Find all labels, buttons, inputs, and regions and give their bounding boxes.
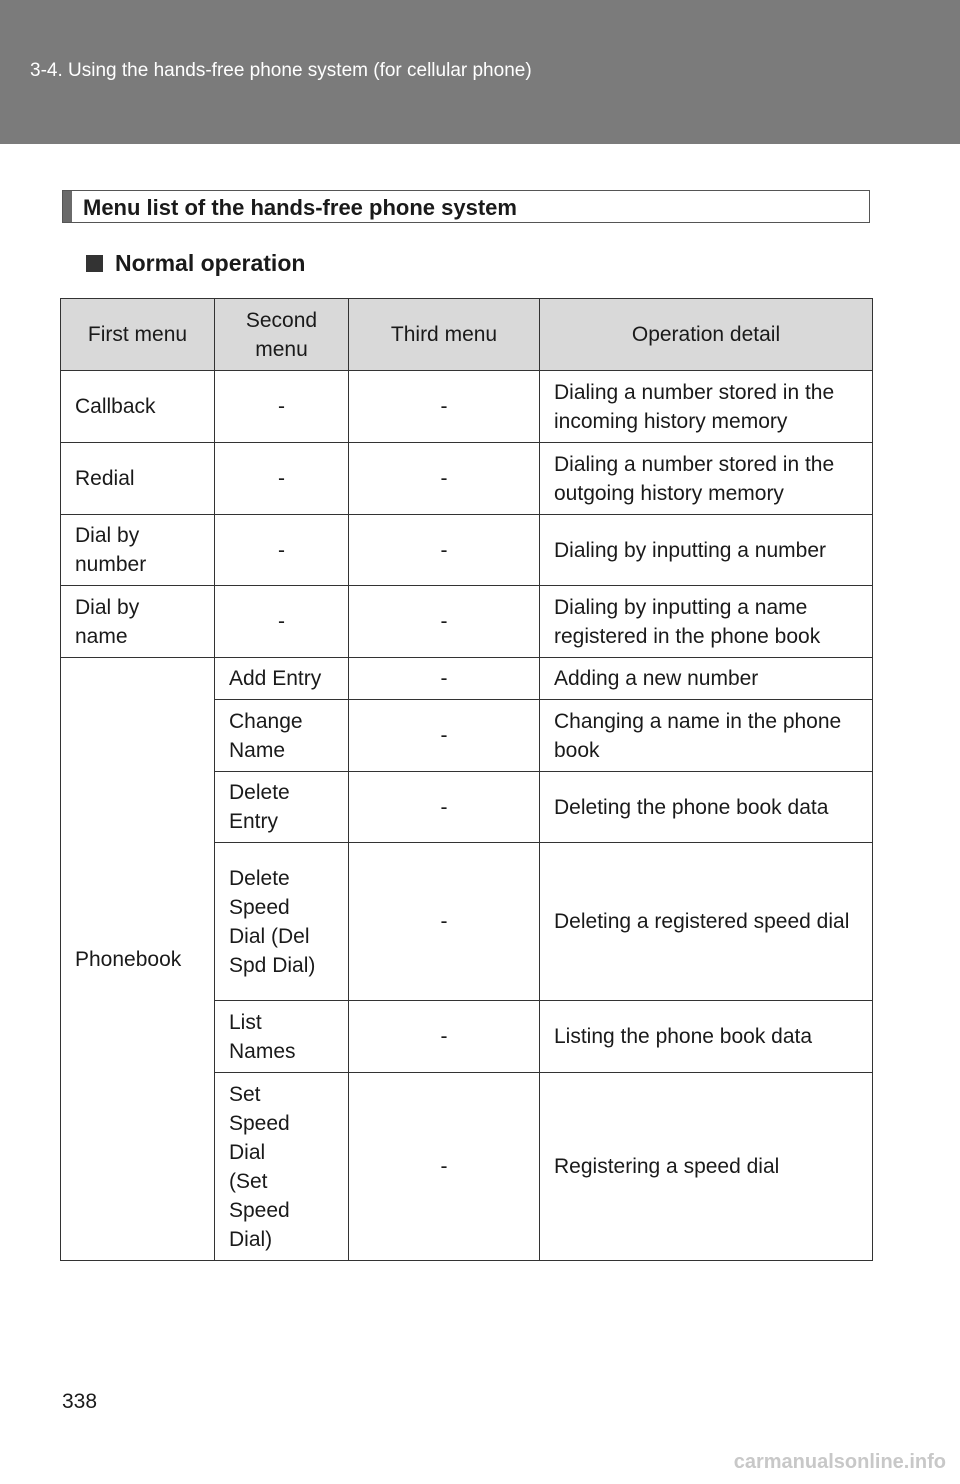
watermark: carmanualsonline.info <box>733 1451 946 1473</box>
third-menu-cell: - <box>349 1001 540 1073</box>
third-menu-cell: - <box>349 586 540 658</box>
column-header: Third menu <box>349 299 540 371</box>
first-menu-cell: Callback <box>61 371 215 443</box>
second-menu-cell: Delete Speed Dial (Del Spd Dial) <box>215 843 349 1001</box>
column-header: Operation detail <box>540 299 873 371</box>
operation-detail-cell: Deleting a registered speed dial <box>540 843 873 1001</box>
column-header: Second menu <box>215 299 349 371</box>
third-menu-cell: - <box>349 843 540 1001</box>
square-bullet-icon <box>86 255 103 272</box>
first-menu-cell: Dial by number <box>61 515 215 586</box>
second-menu-cell: List Names <box>215 1001 349 1073</box>
second-menu-cell: Change Name <box>215 700 349 772</box>
table-header-row <box>61 299 873 371</box>
subheading <box>86 250 305 277</box>
third-menu-cell: - <box>349 515 540 586</box>
table-row <box>61 515 873 586</box>
second-menu-cell: - <box>215 515 349 586</box>
table-row <box>61 371 873 443</box>
second-menu-cell: Set Speed Dial (Set Speed Dial) <box>215 1073 349 1261</box>
operation-detail-cell: Dialing by inputting a name registered in the phone book <box>540 586 873 658</box>
first-menu-cell: Redial <box>61 443 215 515</box>
subheading-text: Normal operation <box>115 250 306 276</box>
table-row <box>61 658 873 700</box>
third-menu-cell: - <box>349 443 540 515</box>
operation-detail-cell: Registering a speed dial <box>540 1073 873 1261</box>
chapter-title: 3-4. Using the hands-free phone system (for cellular phone) <box>30 60 532 81</box>
first-menu-cell: Dial by name <box>61 586 215 658</box>
third-menu-cell: - <box>349 772 540 843</box>
third-menu-cell: - <box>349 1073 540 1261</box>
operation-detail-cell: Dialing a number stored in the incoming history memory <box>540 371 873 443</box>
section-heading-box <box>62 190 870 223</box>
section-title: Menu list of the hands-free phone system <box>83 195 517 220</box>
header-band <box>0 0 960 144</box>
second-menu-cell: Delete Entry <box>215 772 349 843</box>
table-row <box>61 586 873 658</box>
second-menu-cell: - <box>215 371 349 443</box>
menu-table <box>60 298 873 1261</box>
operation-detail-cell: Deleting the phone book data <box>540 772 873 843</box>
third-menu-cell: - <box>349 658 540 700</box>
operation-detail-cell: Changing a name in the phone book <box>540 700 873 772</box>
operation-detail-cell: Adding a new number <box>540 658 873 700</box>
third-menu-cell: - <box>349 700 540 772</box>
operation-detail-cell: Listing the phone book data <box>540 1001 873 1073</box>
column-header: First menu <box>61 299 215 371</box>
second-menu-cell: - <box>215 586 349 658</box>
operation-detail-cell: Dialing by inputting a number <box>540 515 873 586</box>
first-menu-cell-phonebook: Phonebook <box>61 658 215 1261</box>
third-menu-cell: - <box>349 371 540 443</box>
second-menu-cell: - <box>215 443 349 515</box>
page-number: 338 <box>62 1390 98 1413</box>
table-row <box>61 443 873 515</box>
operation-detail-cell: Dialing a number stored in the outgoing history memory <box>540 443 873 515</box>
second-menu-cell: Add Entry <box>215 658 349 700</box>
section-accent-bar <box>63 191 72 222</box>
